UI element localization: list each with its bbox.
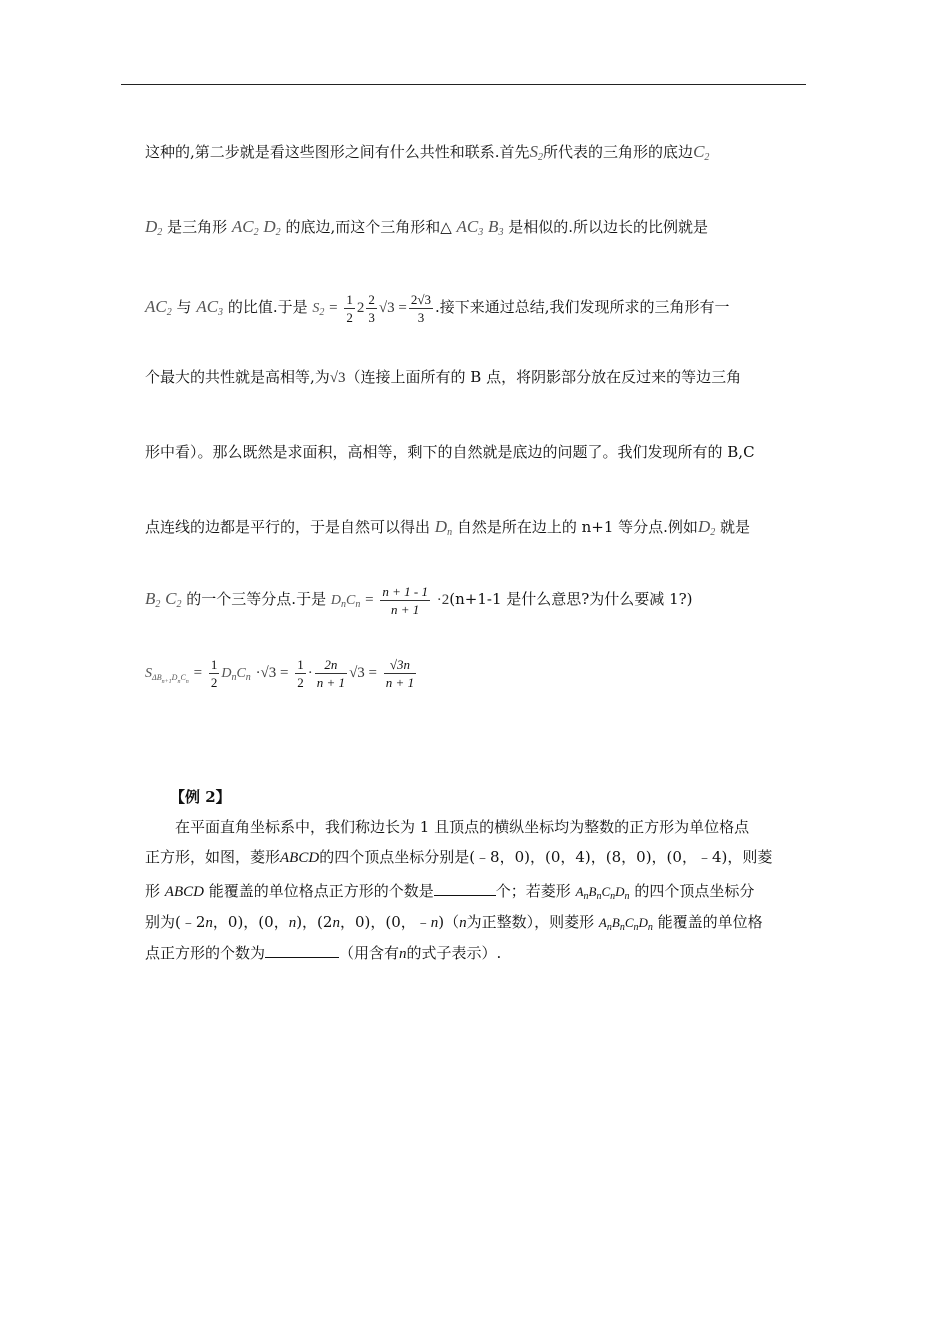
math-d2: $D_2$ [697, 517, 716, 538]
text: 正方形，如图，菱形 [145, 848, 281, 866]
answer-blank-1[interactable] [434, 881, 496, 896]
text: （用含有 [339, 944, 400, 962]
text: 能覆盖的单位格点正方形的个数是 [208, 882, 434, 900]
math-n: n [459, 915, 467, 931]
text-line-6 [145, 516, 813, 544]
example-line-1 [175, 816, 843, 838]
text: 是相似的.所以边长的比例就是 [508, 218, 708, 236]
math-term: √3 = [349, 665, 378, 681]
text: 能覆盖的单位格 [657, 913, 763, 931]
text: 在平面直角坐标系中，我们称边长为 1 且顶点的横纵坐标均为整数的正方形为单位格点 [175, 818, 750, 836]
math-term: ·2 [436, 592, 450, 608]
math-d2: $D_2$ [145, 217, 163, 238]
math-n: n [430, 915, 439, 931]
text: ，0)，(0， [212, 913, 289, 931]
fraction: $\frac{1}{2}$ [346, 291, 353, 325]
text-line-2 [145, 216, 813, 244]
text: 的四个顶点坐标分别是(﹣8，0)，(0，4)，(8，0)，(0，﹣4)，则菱 [319, 848, 773, 866]
text: (n+1-1 是什么意思?为什么要减 1?) [449, 590, 693, 608]
example-title: 【例 2】 [170, 788, 231, 806]
math-b3: $B_3$ [488, 217, 504, 238]
text: 的比值.于是 [227, 298, 308, 316]
text: 为正整数），则菱形 [466, 913, 595, 931]
example-line-5 [145, 942, 813, 965]
fraction: $\frac{2√3}{3}$ [410, 291, 432, 325]
math-anbncndn: $A_nB_nC_nD_n$ [598, 915, 653, 933]
text: 别为(﹣2 [145, 913, 206, 931]
text: 点正方形的个数为 [145, 944, 266, 962]
math-c2: $C_2$ [693, 142, 710, 163]
text: )，(2 [296, 913, 333, 931]
math-term: · [307, 665, 313, 681]
text: )（ [438, 913, 460, 931]
text: 点连线的边都是平行的，于是自然可以得出 [145, 518, 431, 536]
text: 这种的,第二步就是看这些图形之间有什么共性和联系.首先 [145, 143, 530, 161]
math-abcd: ABCD [280, 850, 320, 866]
example-line-3 [145, 880, 813, 908]
equals: = [365, 592, 374, 608]
text: 的四个顶点坐标分 [634, 882, 755, 900]
answer-blank-2[interactable] [265, 943, 339, 958]
math-sqrt3: √3 [329, 370, 346, 386]
text: 所代表的三角形的底边 [543, 143, 694, 161]
example-line-4 [145, 911, 813, 939]
math-dncn: $D_nC_n$ [330, 593, 361, 610]
text: 的式子表示）. [406, 944, 502, 962]
text: .接下来通过总结,我们发现所求的三角形有一 [435, 298, 730, 316]
text-line-3 [145, 288, 813, 332]
fraction: $\frac{√3n}{n + 1}$ [385, 656, 415, 690]
fraction: $\frac{1}{2}$ [210, 656, 218, 690]
text: 个最大的共性就是高相等,为 [145, 368, 330, 386]
fraction: $\frac{2}{3}$ [368, 291, 375, 325]
text-line-1 [145, 141, 813, 169]
math-n: n [205, 915, 213, 931]
fraction: $\frac{n + 1 - 1}{n + 1}$ [382, 583, 428, 617]
math-c2: $C_2$ [165, 589, 182, 610]
text: 个；若菱形 [495, 882, 571, 900]
text-line-5 [145, 441, 813, 463]
math-s2: $S_2$ [312, 301, 325, 318]
text: 是三角形 [167, 218, 228, 236]
fraction: $\frac{2n}{n + 1}$ [316, 656, 346, 690]
math-ac3: $AC_3$ [196, 297, 224, 318]
math-dncn: $D_nC_n$ [221, 666, 251, 683]
equals: = [329, 300, 338, 316]
math-term: 2 [356, 300, 365, 316]
header-rule [121, 84, 806, 85]
text: 形中看）。那么既然是求面积，高相等，剩下的自然就是底边的问题了。我们发现所有的 B,C [145, 443, 755, 461]
text: 与 [176, 298, 192, 316]
text: （连接上面所有的 B 点，将阴影部分放在反过来的等边三角 [345, 368, 742, 386]
math-term: √3 = [378, 300, 407, 316]
text-line-4 [145, 366, 813, 389]
math-ac2: $AC_2$ [231, 217, 259, 238]
math-b2: $B_2$ [145, 589, 161, 610]
text-line-8 [145, 650, 813, 704]
text: 形 [145, 882, 161, 900]
math-s-area: $S_{\Delta B_{n+1}D_nC_n}$ [145, 666, 189, 685]
fraction: $\frac{1}{2}$ [297, 656, 304, 690]
text: ，0)，(0，﹣ [339, 913, 431, 931]
text-line-7 [145, 580, 813, 624]
text: 的一个三等分点.于是 [186, 590, 327, 608]
math-s2: $S_2$ [529, 142, 544, 163]
math-n: n [288, 915, 297, 931]
math-abcd: ABCD [164, 884, 204, 900]
math-n: n [399, 946, 407, 962]
text: 就是 [720, 518, 751, 536]
text: 的底边,而这个三角形和△ [285, 218, 452, 236]
math-ac2: $AC_2$ [145, 297, 172, 318]
math-n: n [332, 915, 340, 931]
math-d2b: $D_2$ [263, 217, 281, 238]
math-dn: $D_n$ [434, 517, 453, 538]
math-term: ·√3 = [255, 665, 289, 681]
math-anbncndn: $A_nB_nC_nD_n$ [575, 884, 630, 902]
equals: = [193, 665, 203, 681]
example-line-2 [145, 846, 813, 869]
math-ac3: $AC_3$ [456, 217, 484, 238]
text: 自然是所在边上的 n+1 等分点.例如 [456, 518, 698, 536]
